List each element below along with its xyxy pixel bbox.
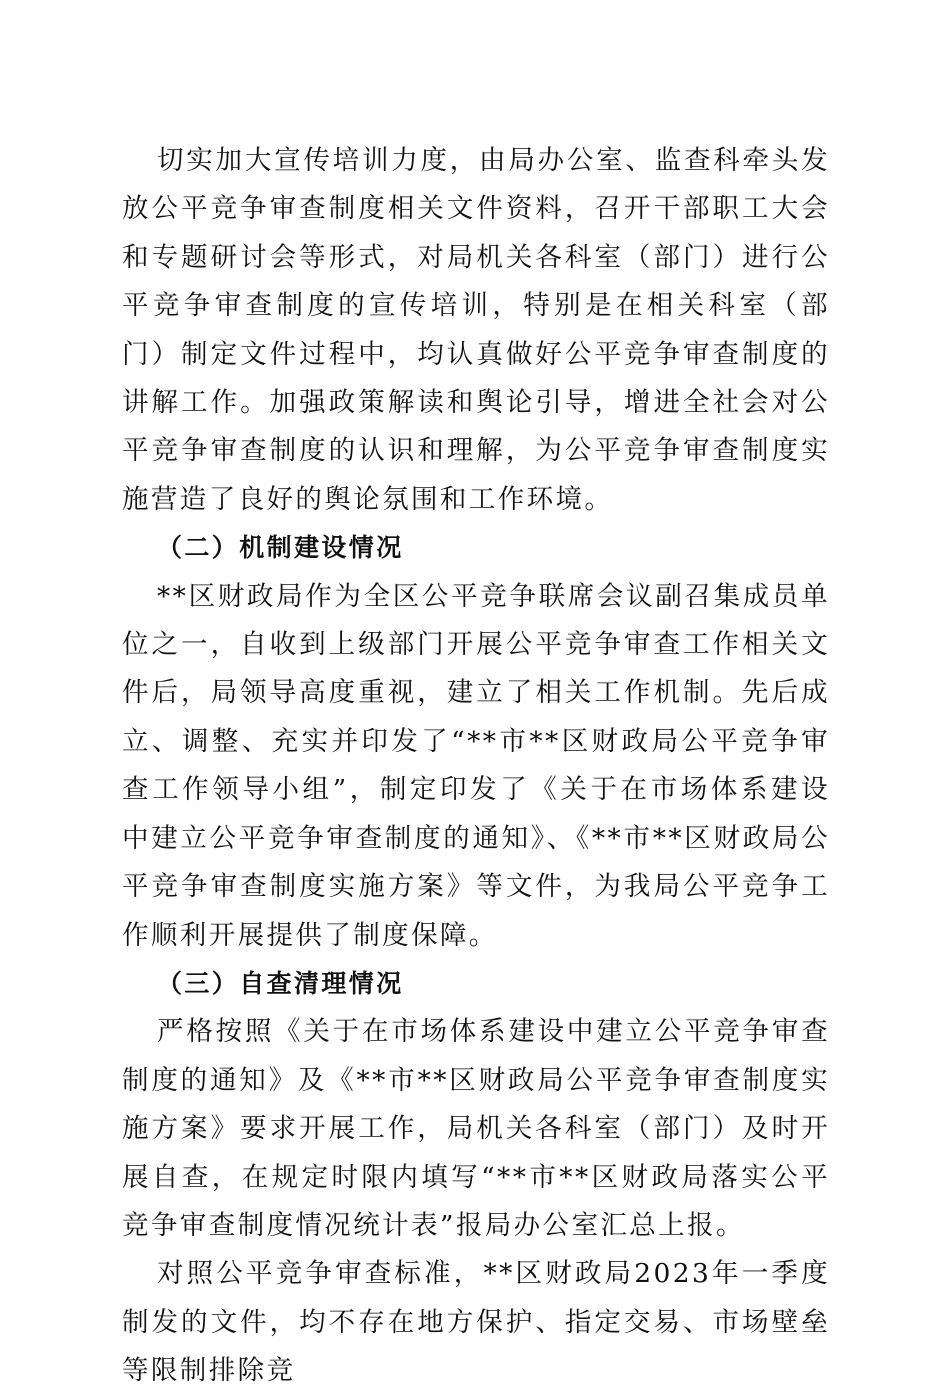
paragraph-publicity-training: 切实加大宣传培训力度，由局办公室、监查科牵头发放公平竞争审查制度相关文件资料，召开干部职工大会和专题研讨会等形式，对局机关各科室（部门）进行公平竞争审查制度的宣传培训，特别是在相关科室（部门）制定文件过程中，均认真做好公平竞争审查制度的讲解工作。加强政策解读和舆论引导，增进全社会对公平竞争审查制度的认识和理解，为公平竞争审查制度实施营造了良好的舆论氛围和工作环境。 — [122, 145, 830, 515]
section-heading-self-check: （三）自查清理情况 — [157, 968, 404, 998]
section-heading-mechanism: （二）机制建设情况 — [157, 533, 404, 563]
paragraph-self-check: 严格按照《关于在市场体系建设中建立公平竞争审查制度的通知》及《**市**区财政局公平竞争审查制度实施方案》要求开展工作，局机关各科室（部门）及时开展自查，在规定时限内填写“**市**区财政局落实公平竞争审查制度情况统计表”报局办公室汇总上报。 — [122, 1016, 830, 1241]
paragraph-mechanism: **区财政局作为全区公平竞争联席会议副召集成员单位之一，自收到上级部门开展公平竞争审查工作相关文件后，局领导高度重视，建立了相关工作机制。先后成立、调整、充实并印发了“**市**区财政局公平竞争审查工作领导小组”，制定印发了《关于在市场体系建设中建立公平竞争审查制度的通知》、《**市**区财政局公平竞争审查制度实施方案》等文件，为我局公平竞争工作顺利开展提供了制度保障。 — [122, 580, 830, 951]
document-body — [122, 137, 830, 1396]
paragraph-review-standard: 对照公平竞争审查标准，**区财政局2023年一季度制发的文件，均不存在地方保护、指定交易、市场壁垒等限制排除竞 — [122, 1258, 830, 1387]
